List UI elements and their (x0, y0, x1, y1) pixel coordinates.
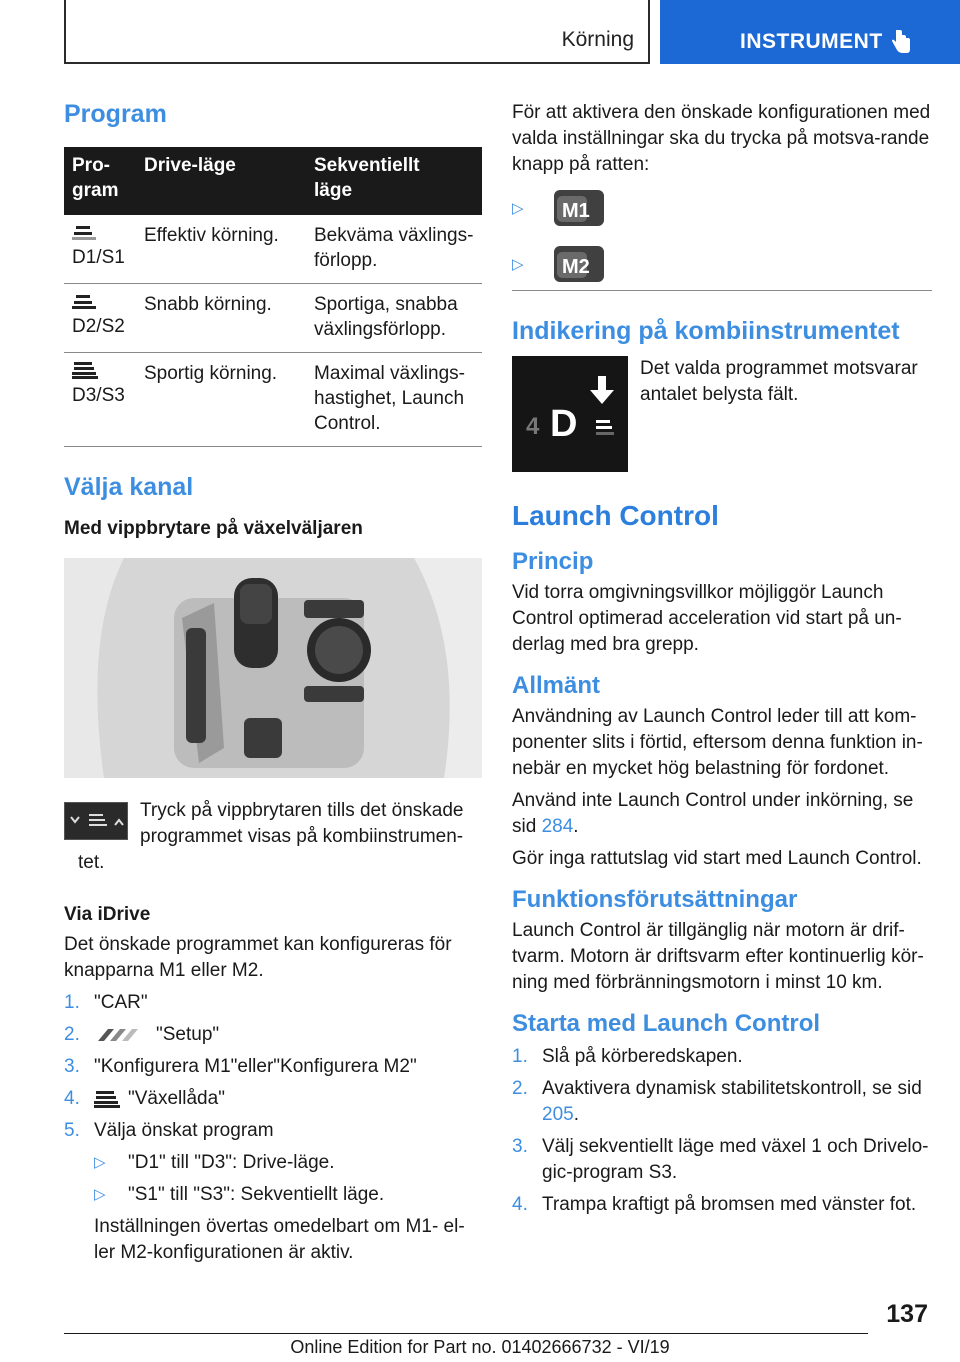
section-label: Körning (561, 28, 634, 51)
allmant-text-1: Användning av Launch Control leder till att kom-ponenter slits i förtid, eftersom denna funktion in-nebär en mycket hög belastning för fordonet. (512, 706, 923, 779)
cluster-display-icon (512, 356, 628, 472)
m2-button-image (554, 246, 604, 282)
step-number: 4. (512, 1194, 528, 1215)
list-item (64, 1054, 482, 1080)
step-number: 1. (64, 992, 80, 1013)
option-text: "S1" till "S3": Sekventiellt läge. (128, 1184, 385, 1205)
gear-selector-photo (64, 558, 482, 778)
table-header-row (64, 147, 482, 215)
gear-selector-illustration (64, 558, 482, 778)
table-row (64, 353, 482, 447)
chapter-label: INSTRUMENT (740, 30, 883, 53)
page-number: 137 (886, 1300, 928, 1328)
rocker-text: Tryck på vippbrytaren tills det önskade programmet visas på kombiinstrumen-tet. (78, 800, 464, 873)
step-number: 3. (64, 1056, 80, 1077)
allmant-text-2-pre: Använd inte Launch Control under inkörning, se sid (512, 790, 914, 837)
list-item (64, 1086, 482, 1112)
program-cell (64, 284, 136, 353)
rocker-switch-image (64, 802, 128, 840)
channel-heading: Välja kanal (64, 473, 194, 501)
list-item (64, 1022, 482, 1048)
list-item (64, 990, 482, 1016)
program-code: D2/S2 (72, 316, 125, 337)
starta-steps (512, 1044, 932, 1218)
step-text: Trampa kraftigt på bromsen med vänster fot. (542, 1194, 917, 1215)
right-column (512, 100, 932, 1218)
program-heading: Program (64, 100, 167, 128)
list-item (94, 1150, 482, 1176)
list-item (512, 1192, 932, 1218)
m1-icon (554, 190, 604, 226)
settings-note: Inställningen övertas omedelbart om M1- el-ler M2-konfigurationen är aktiv. (94, 1216, 465, 1263)
col-header-sequential: Sekventiellt läge (306, 147, 482, 215)
step-number: 3. (512, 1136, 528, 1157)
program-code: D3/S3 (72, 385, 125, 406)
sequential-cell: Bekväma växlings- förlopp. (306, 215, 482, 284)
drive-cell: Snabb körning. (136, 284, 306, 353)
program-table (64, 147, 482, 447)
m-button-intro: För att aktivera den önskade konfigurationen med valda inställningar ska du trycka på motsva-rande knapp på ratten: (512, 102, 931, 175)
program-cell (64, 215, 136, 284)
indication-text: Det valda programmet motsvarar antalet belysta fält. (640, 358, 918, 405)
rocker-switch-icon (65, 803, 129, 841)
transmission-icon (94, 1090, 122, 1108)
triangle-bullet-icon: ▷ (512, 256, 524, 273)
rocker-heading: Med vippbrytare på växelväljaren (64, 518, 363, 539)
list-item (512, 1076, 932, 1128)
drive-cell: Sportig körning. (136, 353, 306, 447)
step-text-pre: Avaktivera dynamisk stabilitetskontroll, se sid (542, 1078, 922, 1099)
list-item (512, 1044, 932, 1070)
sequential-cell: Sportiga, snabba växlingsförlopp. (306, 284, 482, 353)
allmant-heading: Allmänt (512, 672, 601, 699)
m2-icon (554, 246, 604, 282)
princip-text: Vid torra omgivningsvillkor möjliggör Launch Control optimerad acceleration vid start på un-derlag med bra grepp. (512, 582, 902, 655)
program-2-icon (72, 292, 98, 310)
step-text-post: . (573, 1104, 579, 1125)
step-text: Välja önskat program (94, 1120, 274, 1141)
program-1-icon (72, 223, 98, 241)
m2-row (512, 246, 932, 282)
allmant-text-2 (512, 788, 932, 840)
step-text: "Konfigurera M1"eller"Konfigurera M2" (94, 1056, 417, 1077)
list-item (94, 1182, 482, 1208)
step-text: Slå på körberedskapen. (542, 1046, 743, 1067)
page-link-205[interactable]: 205 (542, 1104, 574, 1125)
cluster-gear: 4 (526, 413, 540, 440)
triangle-bullet-icon: ▷ (94, 1154, 106, 1171)
launch-control-heading: Launch Control (512, 500, 719, 531)
list-item (64, 1118, 482, 1144)
edition-footer: Online Edition for Part no. 01402666732 - VI/19 (290, 1337, 670, 1357)
col-header-program: Pro- gram (64, 147, 136, 215)
indication-heading: Indikering på kombiinstrumentet (512, 317, 900, 345)
drive-cell: Effektiv körning. (136, 215, 306, 284)
program-3-icon (72, 361, 98, 379)
idrive-steps (64, 990, 482, 1144)
program-code: D1/S1 (72, 247, 125, 268)
left-column (64, 100, 482, 1266)
program-options (94, 1150, 482, 1208)
step-text: "CAR" (94, 992, 148, 1013)
triangle-bullet-icon: ▷ (94, 1186, 106, 1203)
settings-stripes-icon (94, 1027, 148, 1043)
m1-glyph: M1 (562, 200, 590, 222)
chapter-tab (660, 0, 960, 64)
table-row (64, 215, 482, 284)
table-row (64, 284, 482, 353)
program-cell (64, 353, 136, 447)
step-text: "Växellåda" (128, 1088, 225, 1109)
sequential-cell: Maximal växlings- hastighet, Launch Control. (306, 353, 482, 447)
footer-divider (64, 1333, 868, 1334)
allmant-text-2-post: . (573, 816, 579, 837)
princip-heading: Princip (512, 548, 594, 575)
step-number: 4. (64, 1088, 80, 1109)
triangle-bullet-icon: ▷ (512, 200, 524, 217)
list-item (512, 1134, 932, 1186)
hand-pointer-icon (890, 28, 912, 54)
option-text: "D1" till "D3": Drive-läge. (128, 1152, 335, 1173)
step-number: 2. (512, 1078, 528, 1099)
cluster-mode: D (550, 403, 578, 445)
step-text: Välj sekventiellt läge med växel 1 och Drivelo-gic-program S3. (542, 1136, 929, 1183)
page-link-284[interactable]: 284 (541, 816, 574, 837)
funk-heading: Funktionsförutsättningar (512, 886, 798, 913)
rocker-block (64, 798, 482, 876)
step-number: 5. (64, 1120, 80, 1141)
indication-block (512, 356, 932, 472)
m2-glyph: M2 (562, 256, 590, 278)
step-text: "Setup" (156, 1024, 220, 1045)
allmant-text-3: Gör inga rattutslag vid start med Launch Control. (512, 848, 922, 869)
funk-text: Launch Control är tillgänglig när motorn är drif-tvarm. Motorn är driftsvarm efter kontinuerlig kör-ning med förbränningsmotorn i minst 10 km. (512, 920, 924, 993)
divider (512, 290, 932, 291)
m1-button-image (554, 190, 604, 226)
idrive-text: Det önskade programmet kan konfigureras för knapparna M1 eller M2. (64, 934, 452, 981)
step-number: 2. (64, 1024, 80, 1045)
m1-row (512, 190, 932, 226)
step-number: 1. (512, 1046, 528, 1067)
section-tab (64, 0, 650, 64)
starta-heading: Starta med Launch Control (512, 1010, 821, 1037)
page-header (0, 0, 960, 66)
idrive-heading: Via iDrive (64, 904, 151, 925)
col-header-drive: Drive-läge (136, 147, 306, 215)
instrument-cluster-image (512, 356, 628, 472)
